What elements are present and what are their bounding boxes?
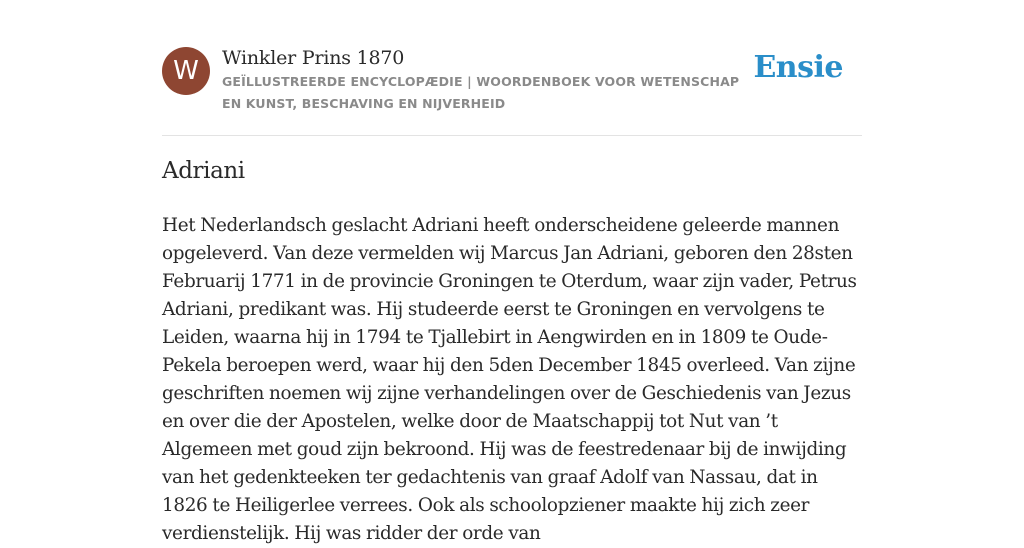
article-body: Het Nederlandsch geslacht Adriani heeft onderscheidene geleerde mannen opgeleverd. Van deze vermelden wij Marcus Jan Adriani, geboren den 28sten Februarij 1771 in de provincie Groningen te Oterdum, waar zijn vader, Petrus Adriani, predikant was. Hij studeerde eerst te Groningen en vervolgens te Leiden, waarna hij in 1794 te Tjallebirt in Aengwirden en in 1809 te Oude-Pekela beroepen werd, waar hij den 5den December 1845 overleed. Van zijne geschriften noemen wij zijne verhandelingen over de Geschiedenis van Jezus en over die der Apostelen, welke door de Maatschappij tot Nut van ’t Algemeen met goud zijn bekroond. Hij was de feestredenaar bij de inwijding van het gedenkteeken ter gedachtenis van graaf Adolf van Nassau, dat in 1826 te Heiligerlee verrees. Ook als schoolopziener maakte hij zich zeer verdienstelijk. Hij was ridder der orde van — [162, 215, 857, 544]
page — [162, 0, 862, 544]
source-subtitle: GEÏLLUSTREERDE ENCYCLOPÆDIE | WOORDENBOEK VOOR WETENSCHAP EN KUNST, BESCHAVING EN NIJVERHEID — [222, 74, 740, 111]
ensie-logo[interactable]: Ensie — [753, 50, 843, 85]
source-title-link[interactable]: Winkler Prins 1870 — [222, 47, 405, 69]
article-title: Adriani — [162, 158, 245, 184]
source-avatar[interactable]: W — [162, 47, 210, 95]
source-header — [162, 0, 862, 136]
source-info — [222, 45, 752, 115]
